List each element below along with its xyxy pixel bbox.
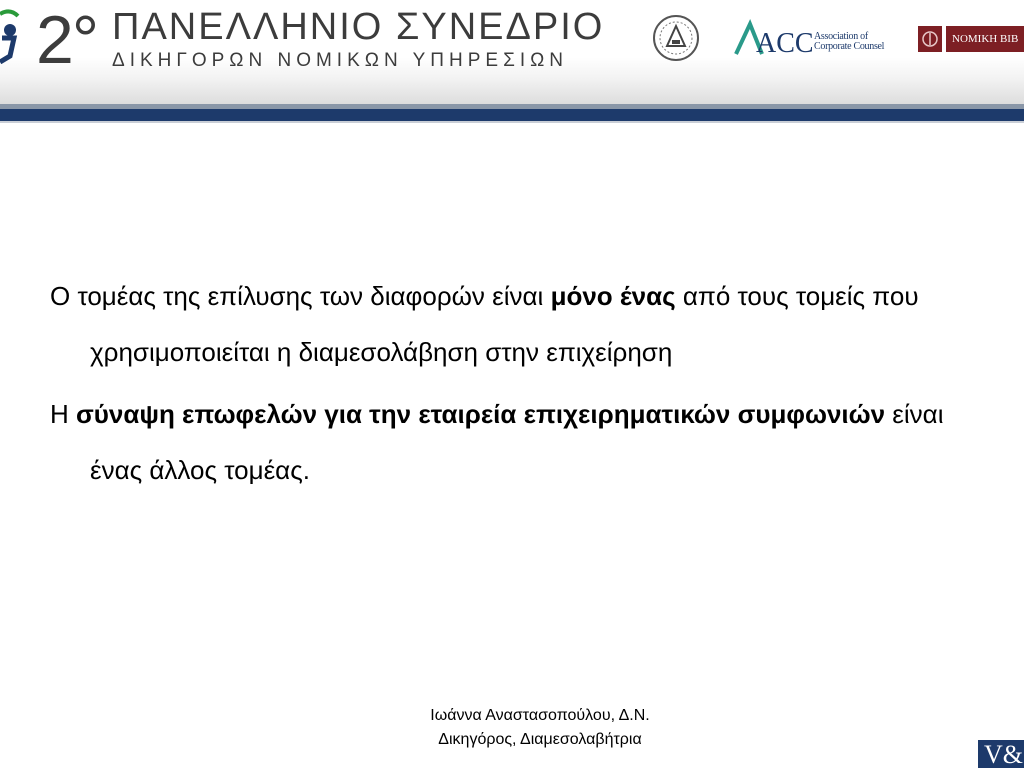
paragraph-2-text: Η: [50, 399, 76, 429]
conference-number: 2°: [36, 2, 98, 78]
corner-logo: V&: [978, 740, 1024, 768]
slide-footer: [340, 704, 740, 752]
paragraph-2: [50, 386, 960, 498]
footer-author: Ιωάννα Αναστασοπούλου, Δ.Ν.: [430, 707, 650, 724]
paragraph-2-tail: είναι ένας άλλος τομέας.: [90, 399, 944, 485]
nomiki-vivliothiki-logo: [918, 26, 1024, 52]
acc-mark-text: ACC: [756, 28, 814, 59]
slide-content: [50, 268, 960, 504]
paragraph-2-bold: σύναψη επωφελών για την εταιρεία επιχειρηματικών συμφωνιών: [76, 399, 886, 429]
bar-association-seal-icon: [652, 14, 700, 62]
footer-role: Δικηγόρος, Διαμεσολαβήτρια: [438, 731, 642, 748]
paragraph-1-text: Ο τομέας της επίλυσης των διαφορών είναι: [50, 281, 551, 311]
paragraph-1: [50, 268, 960, 380]
header-band-shadow: [0, 121, 1024, 123]
conference-title: ΠΑΝΕΛΛΗΝΙΟ ΣΥΝΕΔΡΙΟ: [112, 6, 605, 48]
paragraph-1-bold: μόνο ένας: [550, 281, 676, 311]
slide-header: [0, 0, 1024, 104]
acc-logo-text: [814, 32, 884, 52]
acc-logo-mark: [734, 18, 814, 60]
acc-logo-line-1: Association of: [814, 31, 868, 42]
nomiki-emblem-icon: [918, 26, 942, 52]
conference-mascot-icon: [0, 8, 24, 64]
header-band-navy: [0, 109, 1024, 121]
acc-logo: [734, 18, 894, 60]
conference-subtitle: ΔΙΚΗΓΟΡΩΝ ΝΟΜΙΚΩΝ ΥΠΗΡΕΣΙΩΝ: [112, 50, 569, 71]
acc-logo-line-2: Corporate Counsel: [814, 41, 885, 52]
paragraph-1-tail: από τους τομείς που χρησιμοποιείται η διαμεσολάβηση στην επιχείρηση: [90, 281, 919, 367]
nomiki-logo-text: ΝΟΜΙΚΗ ΒΙΒ: [946, 26, 1024, 52]
